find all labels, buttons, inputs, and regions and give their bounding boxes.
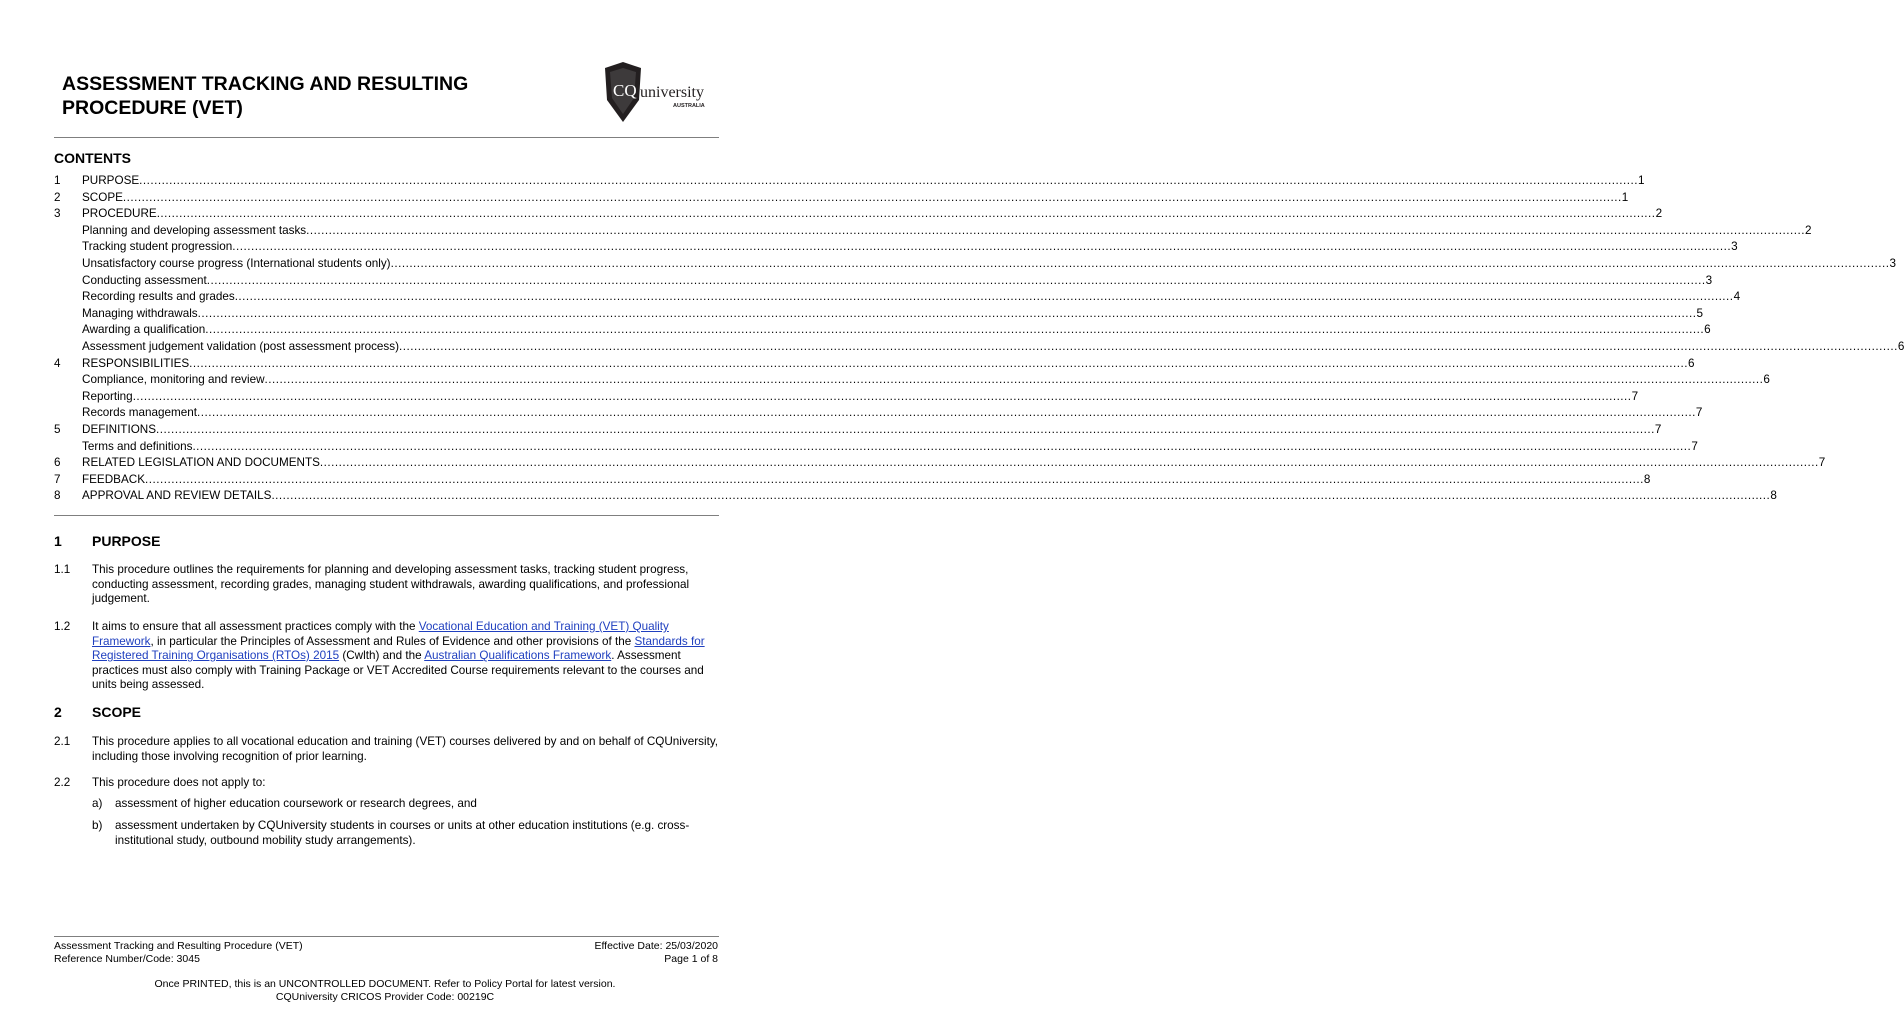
toc-number: 2	[54, 190, 61, 204]
toc-label: PROCEDURE	[82, 207, 157, 221]
toc-entry[interactable]	[54, 422, 1662, 439]
toc-leader-dots: ................................................................................................................................................................................................................................................................................................................................................................................................................	[139, 174, 1639, 187]
rto-standards-link[interactable]: Standards for Registered Training Organisations (RTOs) 2015	[92, 634, 705, 663]
toc-number: 4	[54, 356, 61, 370]
toc-leader-dots: ................................................................................................................................................................................................................................................................................................................................................................................................................	[197, 306, 1697, 320]
vet-quality-framework-link[interactable]: Vocational Education and Training (VET) Quality Framework	[92, 620, 669, 648]
toc-leader-dots: ................................................................................................................................................................................................................................................................................................................................................................................................................	[264, 373, 1764, 387]
svg-text:university: university	[640, 84, 704, 101]
toc-leader-dots: ................................................................................................................................................................................................................................................................................................................................................................................................................	[122, 190, 1622, 204]
toc-label: APPROVAL AND REVIEW DETAILS	[82, 489, 272, 503]
footer-right	[594, 940, 718, 966]
table-of-contents	[54, 173, 1904, 505]
toc-page-number: 5	[1696, 306, 1704, 320]
toc-number: 6	[54, 456, 61, 470]
toc-label: Planning and developing assessment tasks	[82, 223, 307, 237]
section-title: SCOPE	[92, 704, 142, 720]
toc-leader-dots: ................................................................................................................................................................................................................................................................................................................................................................................................................	[205, 323, 1705, 337]
paragraph-text: It aims to ensure that all assessment practices comply with the Vocational Education and Training (VET) Quality Framework, in particular the Principles of Assessment and Rules of Evidence and other provisions of the Standards for Registered Training Organisations (RTOs) 2015 (Cwlth) and the Australian Qualifications Framework. Assessment practices must also comply with Training Package or VET Accredited Course requirements relevant to the courses and units being assessed.	[92, 620, 705, 692]
toc-label: RELATED LEGISLATION AND DOCUMENTS	[82, 456, 320, 470]
section-number: 2	[54, 704, 62, 720]
toc-label: Records management	[82, 406, 197, 420]
toc-entry[interactable]	[54, 173, 1645, 190]
contents-heading: CONTENTS	[54, 150, 131, 166]
toc-label: Unsatisfactory course progress (International students only)	[82, 256, 391, 270]
toc-label: DEFINITIONS	[82, 422, 157, 436]
aqf-link[interactable]: Australian Qualifications Framework	[424, 649, 612, 663]
paragraph-number: 2.2	[54, 776, 71, 789]
toc-leader-dots: ................................................................................................................................................................................................................................................................................................................................................................................................................	[156, 422, 1655, 436]
toc-number: 1	[54, 174, 61, 187]
toc-page-number: 6	[1688, 356, 1695, 370]
toc-label: FEEDBACK	[82, 472, 145, 486]
toc-leader-dots: ................................................................................................................................................................................................................................................................................................................................................................................................................	[145, 472, 1644, 486]
footer-left	[54, 940, 303, 966]
toc-leader-dots: ................................................................................................................................................................................................................................................................................................................................................................................................................	[197, 406, 1696, 420]
paragraph-2-2	[54, 776, 719, 791]
toc-leader-dots: ................................................................................................................................................................................................................................................................................................................................................................................................................	[189, 356, 1689, 370]
list-text: assessment of higher education coursework or research degrees, and	[115, 797, 477, 810]
toc-label: Awarding a qualification	[82, 323, 206, 337]
toc-label: Tracking student progression	[82, 240, 233, 254]
toc-page-number: 1	[1621, 190, 1629, 204]
toc-page-number: 7	[1818, 456, 1826, 470]
toc-leader-dots: ................................................................................................................................................................................................................................................................................................................................................................................................................	[192, 439, 1692, 453]
paragraph-number: 2.1	[54, 735, 71, 748]
paragraph-1-2	[54, 620, 719, 693]
toc-page-number: 4	[1733, 290, 1741, 304]
scope-item-b	[92, 819, 719, 848]
toc-label: Reporting	[82, 389, 133, 403]
toc-label: SCOPE	[82, 190, 123, 204]
toc-leader-dots: ................................................................................................................................................................................................................................................................................................................................................................................................................	[132, 389, 1632, 403]
toc-entry[interactable]	[54, 289, 1741, 306]
toc-page-number: 1	[1638, 174, 1645, 187]
toc-entry[interactable]	[54, 206, 1663, 223]
list-text: assessment undertaken by CQUniversity students in courses or units at other education institutions (e.g. cross-institutional study, outbound mobility study arrangements).	[115, 819, 690, 847]
paragraph-text: This procedure does not apply to:	[92, 776, 266, 789]
toc-page-number: 3	[1705, 273, 1713, 287]
paragraph-number: 1.1	[54, 563, 71, 576]
toc-entry[interactable]	[54, 472, 1651, 489]
toc-leader-dots: ................................................................................................................................................................................................................................................................................................................................................................................................................	[206, 273, 1706, 287]
toc-entry[interactable]	[54, 405, 1703, 422]
toc-entry[interactable]	[54, 455, 1826, 472]
document-title	[62, 72, 582, 120]
toc-entry[interactable]	[54, 322, 1711, 339]
toc-page-number: 7	[1695, 406, 1703, 420]
toc-entry[interactable]	[54, 372, 1770, 389]
contents-divider	[54, 515, 719, 516]
footer-doc-title: Assessment Tracking and Resulting Procedure (VET)	[54, 940, 303, 952]
section-number: 1	[54, 533, 62, 549]
toc-page-number: 8	[1770, 489, 1777, 503]
toc-leader-dots: ................................................................................................................................................................................................................................................................................................................................................................................................................	[306, 223, 1806, 237]
toc-label: Terms and definitions	[82, 439, 193, 453]
section-scope-heading	[54, 704, 141, 720]
toc-entry[interactable]	[54, 273, 1713, 290]
toc-label: PURPOSE	[82, 174, 140, 187]
section-title: PURPOSE	[92, 533, 161, 549]
toc-page-number: 3	[1731, 240, 1738, 254]
toc-page-number: 6	[1704, 323, 1711, 337]
title-line-2: PROCEDURE (VET)	[62, 97, 243, 119]
toc-label: Recording results and grades	[82, 290, 235, 304]
toc-entry[interactable]	[54, 190, 1629, 207]
toc-page-number: 7	[1654, 422, 1662, 436]
toc-entry[interactable]	[54, 488, 1777, 505]
toc-number: 8	[54, 489, 61, 503]
list-label: a)	[92, 797, 103, 810]
toc-number: 7	[54, 472, 61, 486]
paragraph-text: This procedure applies to all vocational education and training (VET) courses delivered by and on behalf of CQUniversity, including those involving recognition of prior learning.	[92, 735, 719, 763]
toc-page-number: 8	[1643, 472, 1651, 486]
toc-leader-dots: ................................................................................................................................................................................................................................................................................................................................................................................................................	[234, 290, 1734, 304]
toc-page-number: 6	[1897, 339, 1904, 353]
toc-label: RESPONSIBILITIES	[82, 356, 190, 370]
toc-page-number: 7	[1691, 439, 1698, 453]
paragraph-number: 1.2	[54, 620, 71, 633]
toc-label: Compliance, monitoring and review	[82, 373, 265, 387]
toc-entry[interactable]	[54, 256, 1896, 273]
footer-divider	[54, 936, 719, 937]
toc-label: Conducting assessment	[82, 273, 207, 287]
toc-entry[interactable]	[54, 239, 1738, 256]
toc-page-number: 6	[1763, 373, 1770, 387]
toc-page-number: 2	[1805, 223, 1812, 237]
footer-reference: Reference Number/Code: 3045	[54, 953, 200, 965]
footer-notice	[0, 978, 770, 1004]
toc-page-number: 7	[1631, 389, 1639, 403]
list-label: b)	[92, 819, 103, 832]
title-line-1: ASSESSMENT TRACKING AND RESULTING	[62, 73, 469, 95]
toc-leader-dots: ................................................................................................................................................................................................................................................................................................................................................................................................................	[271, 489, 1771, 503]
toc-leader-dots: ................................................................................................................................................................................................................................................................................................................................................................................................................	[319, 456, 1819, 470]
svg-text:CQ: CQ	[613, 81, 637, 100]
footer-effective-date: Effective Date: 25/03/2020	[594, 940, 718, 952]
toc-leader-dots: ................................................................................................................................................................................................................................................................................................................................................................................................................	[232, 240, 1732, 254]
toc-label: Managing withdrawals	[82, 306, 198, 320]
toc-entry[interactable]	[54, 339, 1904, 356]
uncontrolled-notice: Once PRINTED, this is an UNCONTROLLED DOCUMENT. Refer to Policy Portal for latest version.	[154, 978, 616, 990]
section-purpose-heading	[54, 533, 160, 549]
paragraph-text: This procedure outlines the requirements for planning and developing assessment tasks, tracking student progress, conducting assessment, recording grades, managing student withdrawals, awarding qualifications, and professional judgement.	[92, 563, 690, 606]
toc-entry[interactable]	[54, 306, 1704, 323]
toc-number: 3	[54, 207, 61, 221]
cricos-code: CQUniversity CRICOS Provider Code: 00219C	[275, 991, 495, 1003]
toc-leader-dots: ................................................................................................................................................................................................................................................................................................................................................................................................................	[390, 256, 1890, 270]
paragraph-2-1	[54, 735, 719, 764]
toc-entry[interactable]	[54, 389, 1639, 406]
header-divider	[54, 137, 719, 138]
cquniversity-logo-icon	[603, 60, 718, 124]
toc-page-number: 2	[1655, 207, 1663, 221]
toc-label: Assessment judgement validation (post assessment process)	[82, 339, 400, 353]
footer-page-number: Page 1 of 8	[664, 953, 718, 965]
toc-number: 5	[54, 422, 61, 436]
toc-leader-dots: ................................................................................................................................................................................................................................................................................................................................................................................................................	[156, 207, 1656, 221]
paragraph-1-1	[54, 563, 719, 607]
toc-entry[interactable]	[54, 356, 1695, 373]
toc-entry[interactable]	[54, 223, 1812, 240]
toc-page-number: 3	[1889, 256, 1896, 270]
toc-entry[interactable]	[54, 439, 1698, 456]
toc-leader-dots: ................................................................................................................................................................................................................................................................................................................................................................................................................	[399, 339, 1898, 353]
svg-text:AUSTRALIA: AUSTRALIA	[673, 103, 705, 109]
scope-item-a	[92, 797, 719, 812]
